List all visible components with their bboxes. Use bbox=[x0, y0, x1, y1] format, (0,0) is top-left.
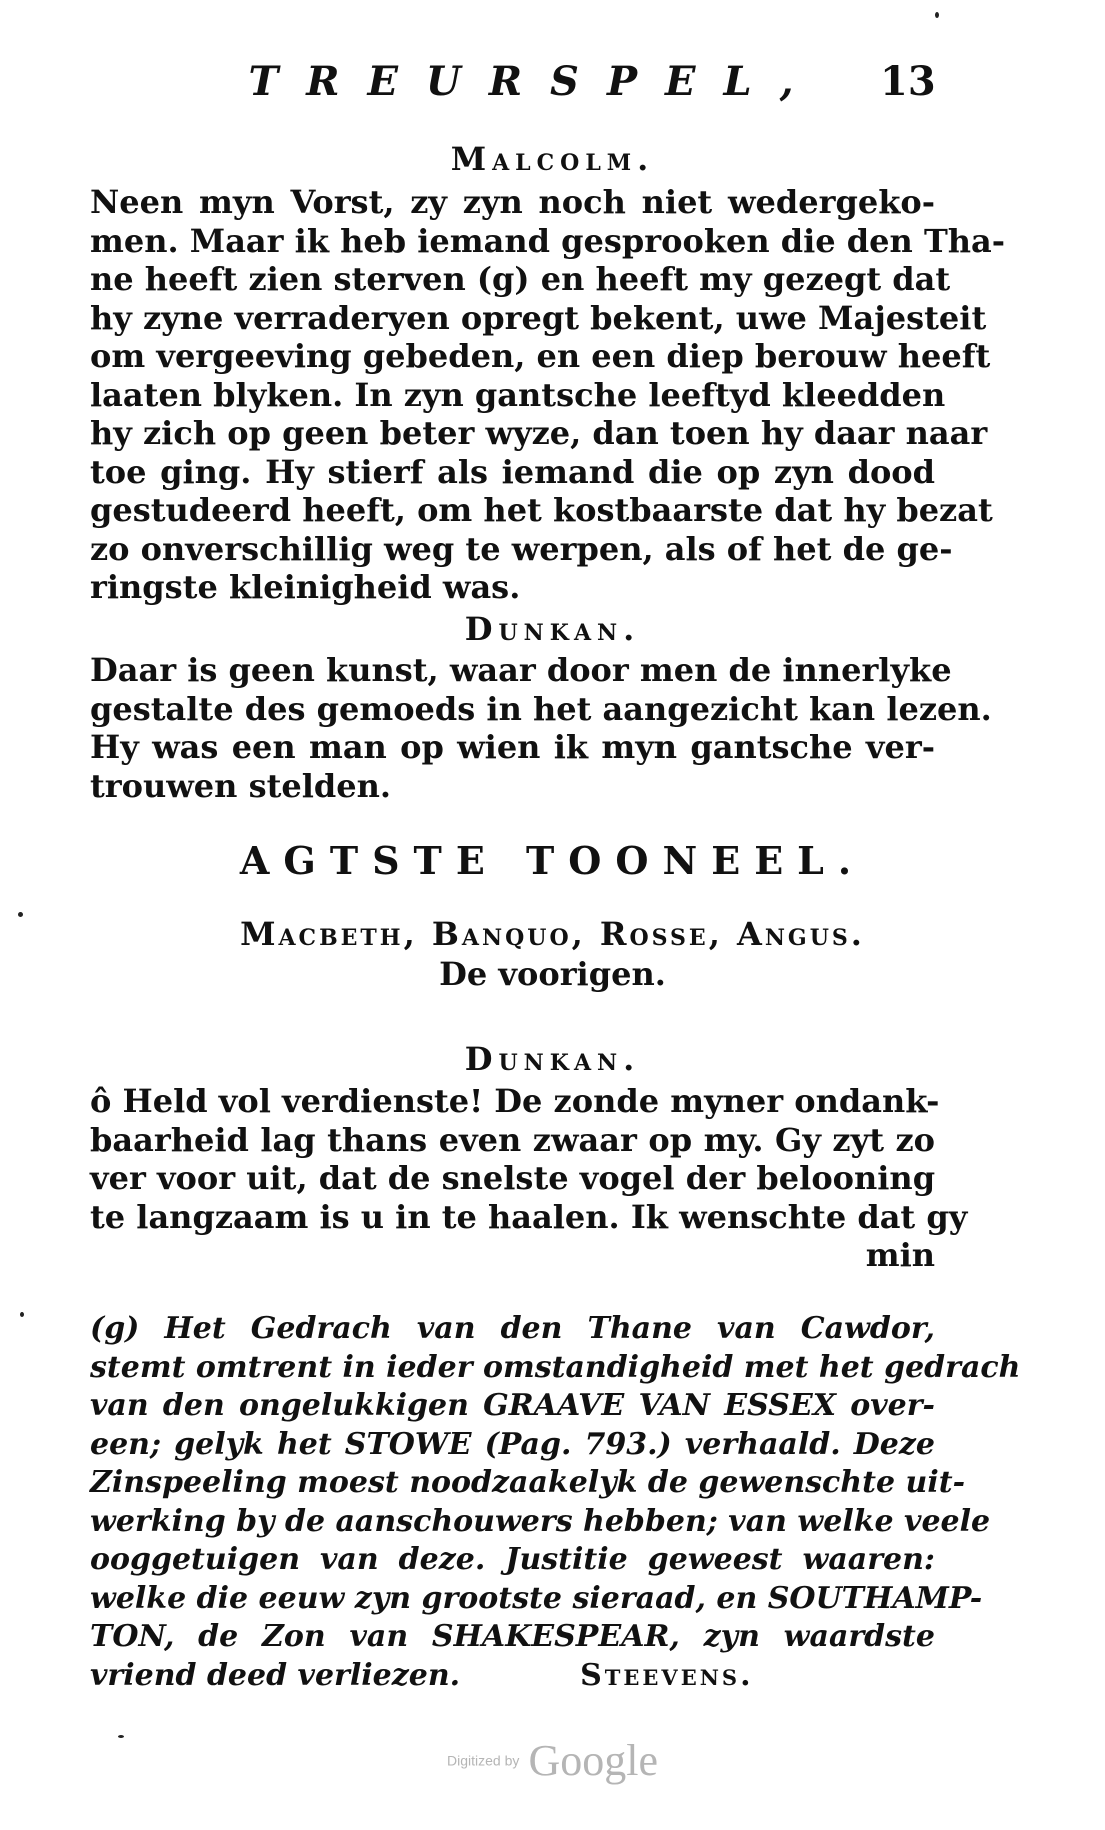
text-line: ver voor uit, dat de snelste vogel der belooning bbox=[90, 1159, 936, 1197]
text-line: ne heeft zien sterven (g) en heeft my gezegt dat bbox=[90, 260, 951, 298]
speech-malcolm bbox=[90, 183, 1006, 607]
footnote-line: een; gelyk het STOWE (Pag. 793.) verhaald. Deze bbox=[90, 1426, 935, 1462]
speaker-malcolm: Malcolm. bbox=[450, 140, 655, 178]
footnote-line: TON, de Zon van SHAKESPEAR, zyn waardste bbox=[90, 1619, 935, 1654]
cast-list: Macbeth, Banquo, Rosse, Angus. bbox=[240, 915, 865, 953]
digitized-watermark bbox=[0, 1735, 1105, 1786]
cast-subtitle: De voorigen. bbox=[439, 955, 666, 993]
text-line: ô Held vol verdienste! De zonde myner ondank- bbox=[90, 1082, 940, 1120]
footnote-line: Zinspeeling moest noodzaakelyk de gewenschte uit- bbox=[90, 1465, 966, 1500]
watermark-prefix: Digitized by bbox=[447, 1752, 520, 1769]
speech-dunkan-1 bbox=[90, 651, 992, 805]
text-line: gestalte des gemoeds in het aangezicht kan lezen. bbox=[90, 689, 992, 728]
speaker-dunkan-2: Dunkan. bbox=[464, 1040, 641, 1078]
text-line: te langzaam is u in te haalen. Ik wenschte dat gy bbox=[90, 1197, 968, 1236]
footnote-signature: Steevens. bbox=[580, 1657, 754, 1693]
footnote-line: ooggetuigen van deze. Justitie geweest waaren: bbox=[90, 1542, 935, 1577]
footnote-line: stemt omtrent in ieder omstandigheid met het gedrach bbox=[90, 1349, 1021, 1385]
text-line: gestudeerd heeft, om het kostbaarste dat hy bezat bbox=[90, 491, 993, 529]
text-line: men. Maar ik heb iemand gesprooken die den Tha- bbox=[90, 221, 1006, 260]
text-line: trouwen stelden. bbox=[90, 766, 392, 805]
footnote-line: welke die eeuw zyn grootste sieraad, en SOUTHAMP- bbox=[90, 1580, 983, 1616]
ink-speck bbox=[118, 1735, 124, 1738]
speaker-dunkan-1: Dunkan. bbox=[464, 610, 641, 648]
ink-speck bbox=[18, 912, 23, 917]
footnote bbox=[90, 1310, 1021, 1695]
text-line: ringste kleinigheid was. bbox=[90, 568, 521, 606]
text-line: Neen myn Vorst, zy zyn noch niet wedergeko- bbox=[90, 183, 935, 221]
scene-heading: AGTSTE TOONEEL. bbox=[239, 838, 866, 883]
footnote-line: van den ongelukkigen GRAAVE VAN ESSEX over- bbox=[90, 1388, 935, 1423]
page-number: 13 bbox=[880, 58, 936, 105]
text-line: zo onverschillig weg te werpen, als of het de ge- bbox=[90, 529, 953, 568]
text-line: hy zich op geen beter wyze, dan toen hy daar naar bbox=[90, 414, 988, 452]
running-head bbox=[0, 58, 1105, 108]
ink-speck bbox=[935, 12, 939, 18]
footnote-line: vriend deed verliezen. Steevens. bbox=[90, 1657, 754, 1693]
running-title: TREURSPEL, bbox=[248, 58, 822, 105]
text-line: laaten blyken. In zyn gantsche leeftyd kleedden bbox=[90, 375, 946, 414]
speech-dunkan-2 bbox=[90, 1082, 968, 1275]
footnote-line: (g) Het Gedrach van den Thane van Cawdor, bbox=[90, 1311, 935, 1346]
text-line: min bbox=[865, 1236, 935, 1274]
text-line: Daar is geen kunst, waar door men de innerlyke bbox=[90, 651, 952, 689]
text-line: toe ging. Hy stierf als iemand die op zyn dood bbox=[90, 452, 935, 491]
google-logo: Google bbox=[528, 1736, 658, 1785]
ink-speck bbox=[20, 1312, 24, 1317]
text-line: Hy was een man op wien ik myn gantsche ver- bbox=[90, 728, 935, 766]
text-line: om vergeeving gebeden, en een diep berouw heeft bbox=[90, 337, 991, 375]
footnote-line: werking by de aanschouwers hebben; van welke veele bbox=[90, 1503, 991, 1539]
text-line: baarheid lag thans even zwaar op my. Gy zyt zo bbox=[90, 1120, 935, 1159]
text-line: hy zyne verraderyen opregt bekent, uwe Majesteit bbox=[90, 298, 987, 337]
